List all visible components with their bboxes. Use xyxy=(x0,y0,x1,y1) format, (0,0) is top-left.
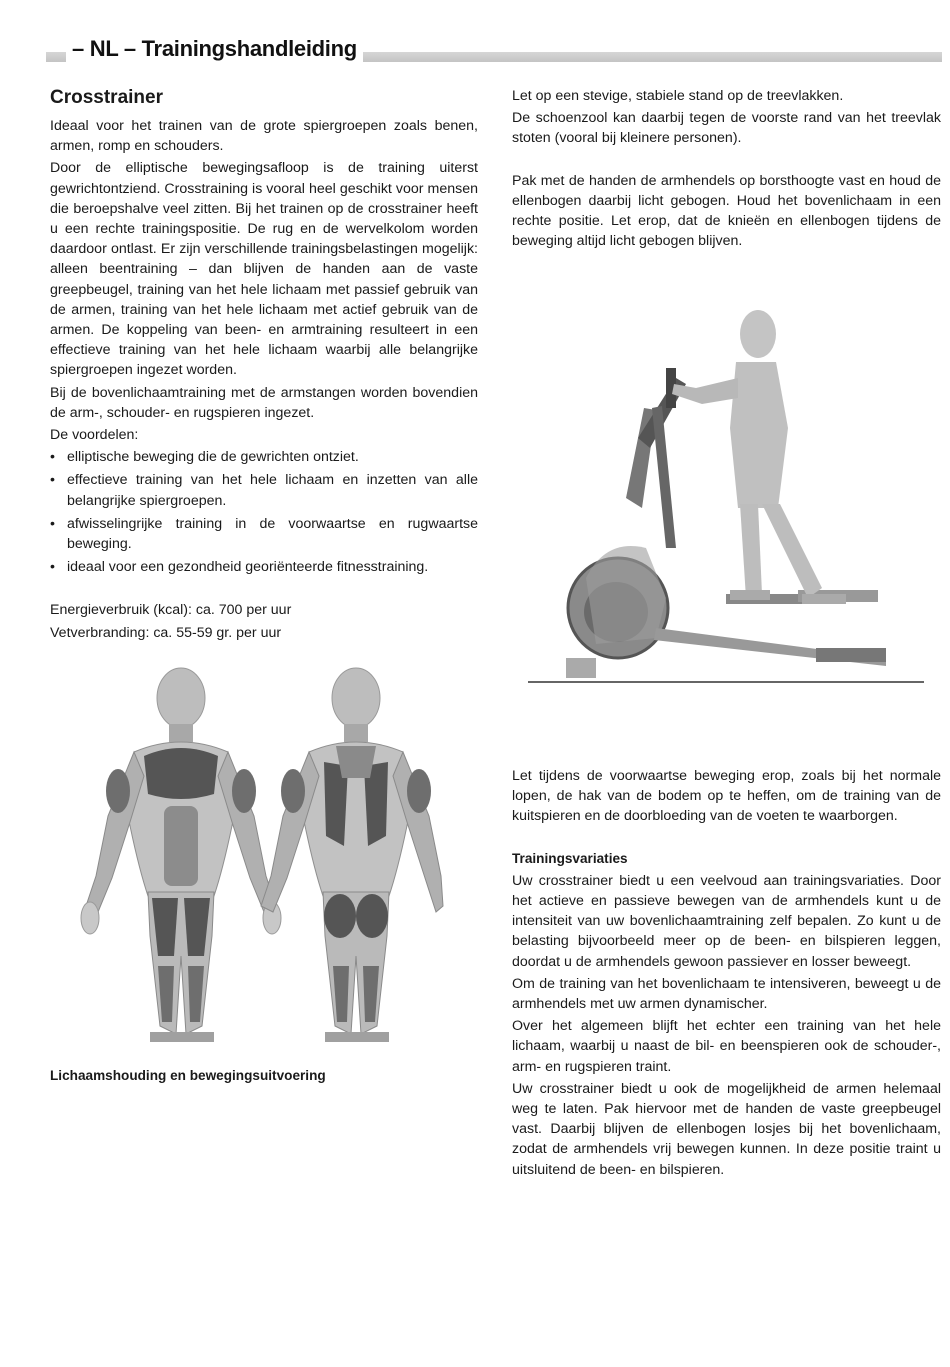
page-header xyxy=(0,30,950,70)
variations-paragraph-2: Om de training van het bovenlichaam te intensiveren, beweegt u de armhendels met uw armen dynamischer. xyxy=(512,975,941,1013)
right-column-bottom xyxy=(512,766,941,1182)
left-column xyxy=(50,86,478,645)
fat-burning: Vetverbranding: ca. 55-59 gr. per uur xyxy=(50,624,282,641)
advantage-item: • afwisselingrijke training in de voorwaartse en rugwaartse beweging. xyxy=(50,514,478,554)
variations-heading: Trainingsvariaties xyxy=(512,850,628,866)
variations-paragraph-1: Uw crosstrainer biedt u een veelvoud aan trainingsvariaties. Door het actieve en passieve bewegen van de armhendels kunt u de intensiteit van uw bovenlichaamtraining zelf bepalen. Zo kunt u de belasting bijvoorbeeld meer op de been- en bilspieren leggen, doordat u de armhendels gewoon passiever en losser beweegt. xyxy=(512,872,941,970)
page-title: – NL – Trainingshandleiding xyxy=(66,36,363,62)
advantage-item: • ideaal voor een gezondheid georiënteerde fitnesstraining. xyxy=(50,557,478,577)
elliptical-paragraph: Door de elliptische bewegingsafloop is de training uiterst gewrichtontziend. Crosstraining is vooral heel geschikt voor mensen die beroepshalve veel zitten. Bij het trainen op de crosstrainer heeft u een rechte trainingspositie. De rug en de wervelkolom worden daardoor ontlast. Er zijn verschillende trainingsbelastingen mogelijk: alleen beentraining – dan blijven de handen aan de vaste greepbeugel, training van het hele lichaam met passief gebruik van de armen, training van het hele lichaam met actief gebruik van de armen. De koppeling van been- en armtraining resulteert in een effectieve training van het hele lichaam waarbij alle belangrijke spiergroepen ingezet worden. xyxy=(50,160,478,379)
stance-line: Let op een stevige, stabiele stand op de treevlakken. xyxy=(512,88,844,104)
energy-consumption: Energieverbruik (kcal): ca. 700 per uur xyxy=(50,602,292,619)
heel-paragraph: Let tijdens de voorwaartse beweging erop, zoals bij het normale lopen, de hak van de bodem op te heffen, om de training van de kuitspieren en de doorbloeding van de voeten te waarborgen. xyxy=(512,768,941,825)
front-body-figure xyxy=(81,668,281,1042)
crosstrainer-user-illustration xyxy=(526,298,926,688)
posture-heading-block xyxy=(50,1066,478,1088)
shoe-sole-paragraph: De schoenzool kan daarbij tegen de voorste rand van het treevlak stoten (vooral bij kleinere personen). xyxy=(512,110,941,147)
section-heading-crosstrainer: Crosstrainer xyxy=(50,87,163,108)
advantages-intro: De voordelen: xyxy=(50,427,139,444)
upper-body-paragraph: Bij de bovenlichaamtraining met de armstangen worden bovendien de arm-, schouder- en rugspieren ingezet. xyxy=(50,384,478,421)
right-column-top xyxy=(512,86,941,253)
grip-paragraph: Pak met de handen de armhendels op borsthoogte vast en houd de ellenbogen daarbij licht gebogen. Houd het bovenlichaam in een rechte positie. Let erop, dat de knieën en ellenbogen tijdens de beweging altijd licht gebogen blijven. xyxy=(512,172,941,250)
advantage-item: • effectieve training van het hele lichaam en inzetten van alle belangrijke spiergroepen. xyxy=(50,470,478,510)
variations-paragraph-4: Uw crosstrainer biedt u ook de mogelijkheid de armen helemaal weg te laten. Pak hiervoor met de handen de vaste greepbeugel vast. Daarbij blijven de ellenbogen losjes bij het bovenlichaam, zodat de armhendels vrij bewegen kunnen. In deze positie traint u uitsluitend de been- en bilspieren. xyxy=(512,1080,941,1178)
variations-paragraph-3: Over het algemeen blijft het echter een training van het hele lichaam, waarbij u naast de bil- en beenspieren ook de schouder-, arm- en rugspieren traint. xyxy=(512,1018,941,1075)
back-body-figure xyxy=(261,668,443,1042)
advantage-item: • elliptische beweging die de gewrichten ontziet. xyxy=(50,447,478,467)
advantages-list xyxy=(50,447,478,577)
intro-paragraph: Ideaal voor het trainen van de grote spiergroepen zoals benen, armen, romp en schouders. xyxy=(50,118,478,155)
posture-heading: Lichaamshouding en bewegingsuitvoering xyxy=(50,1068,326,1083)
muscle-anatomy-illustration xyxy=(74,666,444,1052)
